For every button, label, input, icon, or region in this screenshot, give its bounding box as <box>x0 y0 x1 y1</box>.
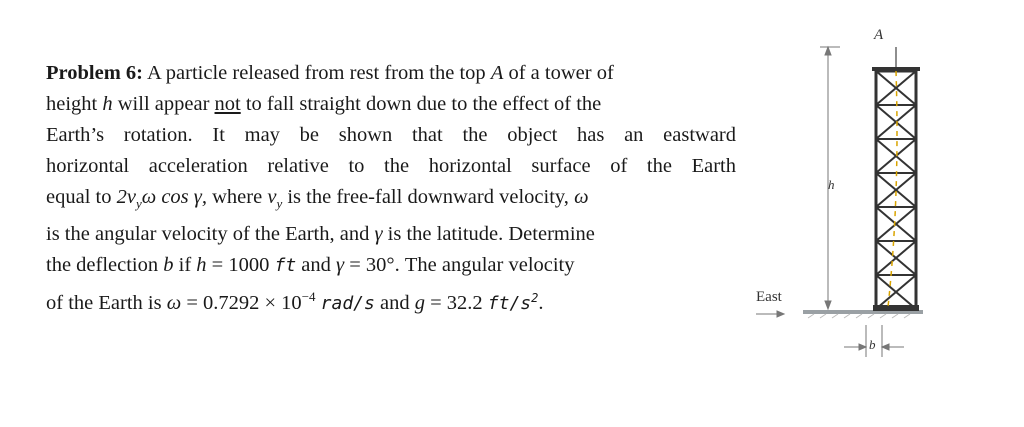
text-span: ω cos γ, <box>141 186 207 208</box>
unit-ft-s2 <box>487 290 539 314</box>
problem-line-4: horizontal acceleration relative to the horizontal surface of the Earth <box>46 155 736 177</box>
label-h: h <box>828 177 835 192</box>
text-span: if <box>178 254 192 277</box>
var-omega: ω <box>166 291 182 314</box>
text-span: is the angular velocity of the Earth, and <box>46 223 370 246</box>
var-vy <box>267 186 283 212</box>
text-span: . The angular velocity <box>394 254 575 277</box>
text-span: of a tower of <box>508 62 614 84</box>
text-span: v <box>267 186 277 208</box>
text-span: the deflection <box>46 254 159 277</box>
underlined-not: not <box>214 93 241 115</box>
problem-line-8 <box>46 281 736 319</box>
text-span: and <box>301 254 331 277</box>
unit-rad-s: rad/s <box>320 292 375 314</box>
problem-heading: Problem 6: <box>46 62 143 84</box>
var-omega: ω <box>574 186 589 208</box>
unit-ft: ft <box>274 255 297 277</box>
text-span: 2v <box>116 186 136 208</box>
var-gamma: γ <box>374 223 383 246</box>
east-arrow <box>756 311 784 317</box>
text-span: is the free-fall downward velocity, <box>287 186 569 208</box>
text-span: = 32.2 <box>430 291 483 314</box>
var-h: h <box>102 93 113 115</box>
text-span: A particle released from rest from the top <box>146 62 486 84</box>
tower-diagram <box>748 25 928 370</box>
var-g: g <box>414 291 425 314</box>
problem-line-6 <box>46 219 736 250</box>
text-span: equal to <box>46 186 112 208</box>
superscript: 2 <box>531 290 539 305</box>
text-span: is the latitude. Determine <box>387 223 595 246</box>
var-A: A <box>490 62 504 84</box>
subscript: y <box>276 196 283 212</box>
label-east: East <box>756 289 782 305</box>
label-b: b <box>869 337 876 352</box>
var-b: b <box>163 254 174 277</box>
text-span: = 30° <box>349 254 395 277</box>
problem-line-2 <box>46 89 736 120</box>
problem-line-3: Earth’s rotation. It may be shown that the object has an eastward <box>46 124 736 146</box>
tower <box>872 47 920 311</box>
expr-2vyw <box>116 186 207 212</box>
tower-figure <box>748 25 928 370</box>
superscript: −4 <box>301 289 316 305</box>
text-span: to fall straight down due to the effect of the <box>245 93 602 115</box>
var-h: h <box>196 254 207 277</box>
text-span: = 0.7292 × 10 <box>186 291 302 314</box>
text-span: will appear <box>117 93 210 115</box>
label-A: A <box>874 27 884 43</box>
problem-line-1 <box>46 58 736 89</box>
text-span: . <box>538 291 544 314</box>
ground-hatching <box>808 314 910 318</box>
text-span: where <box>212 186 263 208</box>
var-gamma: γ <box>336 254 345 277</box>
problem-line-7 <box>46 250 736 281</box>
text-span: and <box>379 291 410 314</box>
text-span: height <box>46 93 98 115</box>
subscript: y <box>135 196 142 212</box>
problem-line-5 <box>46 182 736 219</box>
text-span: ft/s <box>487 292 532 314</box>
problem-text <box>46 58 736 319</box>
text-span: of the Earth is <box>46 291 162 314</box>
text-span: = 1000 <box>211 254 270 277</box>
